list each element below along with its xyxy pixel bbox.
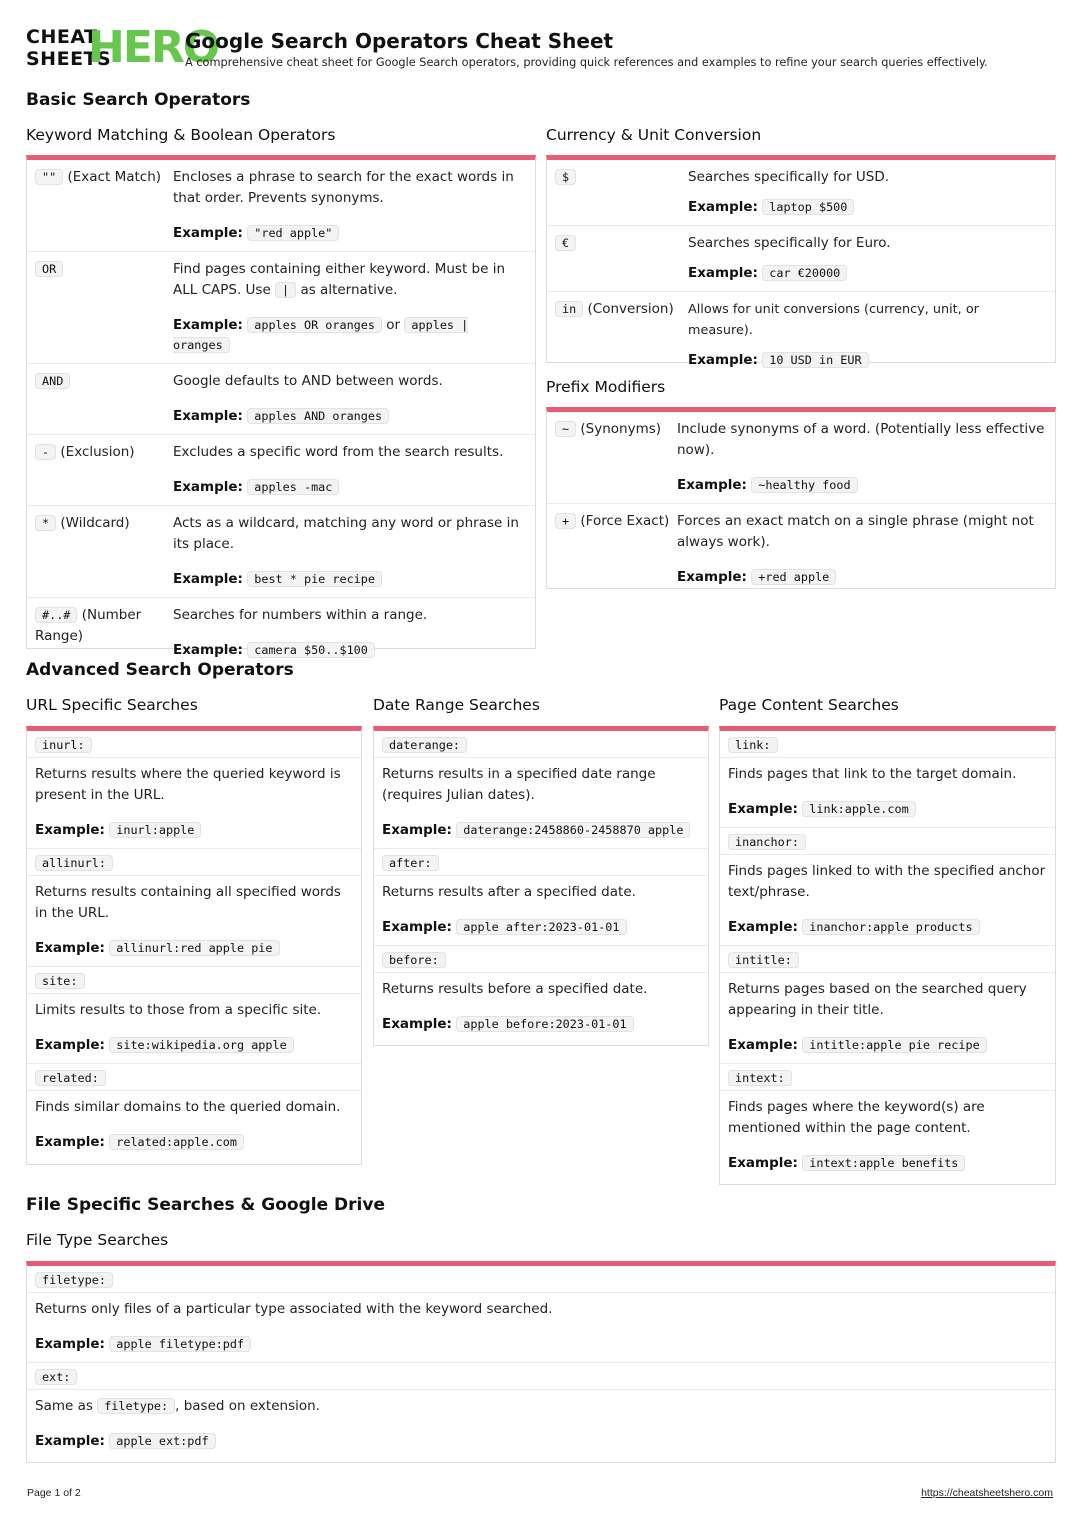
example-label: Example:: [688, 265, 758, 281]
description-row: [720, 973, 1055, 1064]
description-cell: [677, 419, 1047, 495]
example-label: Example:: [35, 1037, 105, 1053]
table-row: [547, 292, 1055, 378]
example-line: [173, 315, 527, 355]
section-title-basic: Basic Search Operators: [26, 90, 251, 110]
example-code: +red apple: [751, 569, 836, 585]
operator-description: Finds pages that link to the target domain.: [728, 766, 1017, 782]
operator-label: (Number Range): [35, 607, 142, 644]
operator-code: "": [35, 169, 63, 185]
example-label: Example:: [35, 1134, 105, 1150]
operator-label: (Force Exact): [580, 513, 670, 529]
inline-code: filetype:: [97, 1398, 175, 1414]
description-cell: [688, 299, 1047, 370]
operator-row: [720, 731, 1055, 758]
operator-code: -: [35, 444, 56, 460]
operator-code: daterange:: [382, 737, 467, 753]
example-code: laptop $500: [762, 199, 854, 215]
example-label: Example:: [382, 919, 452, 935]
operator-code: ~: [555, 421, 576, 437]
example-label: Example:: [677, 569, 747, 585]
operator-label: (Conversion): [587, 301, 674, 317]
section-title-file: File Specific Searches & Google Drive: [26, 1195, 385, 1215]
operator-row: [720, 946, 1055, 973]
operator-description: [35, 1396, 1047, 1417]
example-code: "red apple": [247, 225, 339, 241]
operator-code: inanchor:: [728, 834, 806, 850]
example-label: Example:: [173, 317, 243, 333]
operator-code: before:: [382, 952, 446, 968]
table-row: [27, 506, 535, 598]
example-line: [173, 569, 527, 589]
operator-code: #..#: [35, 607, 77, 623]
example-code: car €20000: [762, 265, 847, 281]
table-row: [27, 364, 535, 435]
example-code: inanchor:apple products: [802, 919, 979, 935]
example-line: [173, 406, 527, 426]
example-label: Example:: [688, 199, 758, 215]
description-cell: [677, 511, 1047, 587]
operator-code: allinurl:: [35, 855, 113, 871]
operator-description: Excludes a specific word from the search results.: [173, 444, 504, 460]
operator-description: Forces an exact match on a single phrase (might not always work).: [677, 513, 1034, 550]
operator-code: link:: [728, 737, 778, 753]
example-label: Example:: [688, 352, 758, 368]
example-code: related:apple.com: [109, 1134, 244, 1150]
operator-cell: [35, 513, 173, 589]
operator-description: Returns results after a specified date.: [382, 884, 636, 900]
example-line: [35, 1035, 353, 1055]
table-row: [27, 598, 535, 668]
example-label: Example:: [382, 1016, 452, 1032]
example-line: [688, 350, 1047, 370]
table-row: [27, 252, 535, 364]
example-label: Example:: [728, 801, 798, 817]
operator-description: Limits results to those from a specific site.: [35, 1002, 322, 1018]
example-line: [728, 917, 1047, 937]
subsection-title-keyword: Keyword Matching & Boolean Operators: [26, 126, 336, 144]
example-code: intext:apple benefits: [802, 1155, 965, 1171]
inline-code: |: [275, 282, 296, 298]
card-file-type: [26, 1261, 1056, 1463]
operator-cell: [555, 233, 688, 283]
example-line: [173, 477, 527, 497]
operator-row: [720, 828, 1055, 855]
example-code: best * pie recipe: [247, 571, 382, 587]
description-cell: [173, 605, 527, 660]
description-cell: [173, 371, 527, 426]
description-row: [27, 1091, 361, 1160]
description-row: [374, 876, 708, 946]
logo-sheets: SHEETS: [26, 48, 112, 70]
description-text: Find pages containing either keyword. Must be in ALL CAPS. Use: [173, 261, 506, 298]
example-label: Example:: [382, 822, 452, 838]
operator-description: Finds similar domains to the queried domain.: [35, 1099, 341, 1115]
operator-code: OR: [35, 261, 63, 277]
description-text: as alternative.: [300, 282, 398, 298]
operator-description: Finds pages where the keyword(s) are mentioned within the page content.: [728, 1099, 985, 1136]
card-prefix-modifiers: [546, 407, 1056, 589]
footer-link[interactable]: https://cheatsheetshero.com: [921, 1487, 1053, 1499]
description-cell: [688, 233, 1047, 283]
section-title-advanced: Advanced Search Operators: [26, 660, 294, 680]
subsection-title-filetype: File Type Searches: [26, 1231, 169, 1249]
example-line: [35, 1334, 1047, 1354]
logo-cheat: CHEAT: [26, 26, 98, 48]
description-row: [374, 758, 708, 849]
subsection-title-currency: Currency & Unit Conversion: [546, 126, 762, 144]
description-row: [27, 1390, 1055, 1459]
operator-description: Returns pages based on the searched query appearing in their title.: [728, 981, 1027, 1018]
operator-code: +: [555, 513, 576, 529]
operator-row: [374, 731, 708, 758]
operator-row: [27, 731, 361, 758]
description-row: [720, 855, 1055, 946]
operator-code: intext:: [728, 1070, 792, 1086]
description-row: [720, 1091, 1055, 1181]
table-row: [547, 226, 1055, 292]
operator-row: [27, 1266, 1055, 1293]
example-line: [728, 1035, 1047, 1055]
example-code: 10 USD in EUR: [762, 352, 868, 368]
operator-row: [27, 1064, 361, 1091]
description-cell: [173, 442, 527, 497]
example-label: Example:: [35, 1336, 105, 1352]
operator-code: €: [555, 235, 576, 251]
example-label: Example:: [173, 571, 243, 587]
table-row: [547, 160, 1055, 226]
example-label: Example:: [35, 1433, 105, 1449]
example-label: Example:: [728, 1155, 798, 1171]
example-code: apples -mac: [247, 479, 339, 495]
example-code: daterange:2458860-2458870 apple: [456, 822, 690, 838]
example-separator: or: [386, 317, 401, 333]
operator-cell: [555, 167, 688, 217]
example-line: [382, 820, 700, 840]
example-label: Example:: [728, 919, 798, 935]
operator-description: Returns results before a specified date.: [382, 981, 648, 997]
example-line: [728, 1153, 1047, 1173]
operator-description: Returns results containing all specified words in the URL.: [35, 884, 341, 921]
card-currency-conversion: [546, 155, 1056, 368]
example-line: [688, 197, 1047, 217]
description-cell: [173, 167, 527, 243]
operator-cell: [35, 371, 173, 426]
description-row: [27, 1293, 1055, 1363]
description-cell: [173, 513, 527, 589]
operator-label: (Exclusion): [60, 444, 135, 460]
description-row: [27, 994, 361, 1064]
page-title: Google Search Operators Cheat Sheet: [185, 29, 614, 53]
example-code: apple filetype:pdf: [109, 1336, 251, 1352]
operator-description: Include synonyms of a word. (Potentially less effective now).: [677, 421, 1045, 458]
operator-description: Encloses a phrase to search for the exact words in that order. Prevents synonyms.: [173, 169, 514, 206]
example-line: [677, 567, 1047, 587]
example-label: Example:: [35, 940, 105, 956]
subsection-title-url: URL Specific Searches: [26, 696, 198, 714]
example-label: Example:: [173, 642, 243, 658]
operator-cell: [35, 605, 173, 660]
page-number: Page 1 of 2: [27, 1487, 81, 1499]
operator-code: in: [555, 301, 583, 317]
example-label: Example:: [173, 408, 243, 424]
operator-row: [374, 849, 708, 876]
card-page-content: [719, 726, 1056, 1185]
operator-description: Returns results where the queried keyword is present in the URL.: [35, 766, 341, 803]
operator-description: Finds pages linked to with the specified anchor text/phrase.: [728, 863, 1046, 900]
operator-code: $: [555, 169, 576, 185]
operator-description: Searches for numbers within a range.: [173, 607, 428, 623]
example-line: [677, 475, 1047, 495]
example-code: apple after:2023-01-01: [456, 919, 626, 935]
example-label: Example:: [35, 822, 105, 838]
example-code: apples AND oranges: [247, 408, 389, 424]
description-row: [27, 876, 361, 967]
operator-description: Allows for unit conversions (currency, unit, or measure).: [688, 302, 979, 338]
logo-hero: HERO: [88, 22, 219, 73]
description-row: [374, 973, 708, 1042]
description-text: Same as: [35, 1398, 93, 1414]
example-line: [382, 917, 700, 937]
operator-description: Acts as a wildcard, matching any word or phrase in its place.: [173, 515, 519, 552]
operator-code: site:: [35, 973, 85, 989]
operator-description: Searches specifically for USD.: [688, 169, 890, 185]
example-line: [688, 263, 1047, 283]
subsection-title-date: Date Range Searches: [373, 696, 540, 714]
operator-cell: [555, 511, 677, 587]
operator-description: [173, 259, 527, 301]
example-label: Example:: [728, 1037, 798, 1053]
operator-cell: [555, 419, 677, 495]
title-block: [185, 28, 988, 69]
table-row: [547, 504, 1055, 595]
description-row: [720, 758, 1055, 828]
operator-code: AND: [35, 373, 70, 389]
operator-code: inurl:: [35, 737, 92, 753]
example-label: Example:: [677, 477, 747, 493]
operator-cell: [35, 442, 173, 497]
subsection-title-prefix: Prefix Modifiers: [546, 378, 666, 396]
operator-description: Returns results in a specified date range (requires Julian dates).: [382, 766, 656, 803]
operator-description: Searches specifically for Euro.: [688, 235, 891, 251]
card-url-searches: [26, 726, 362, 1165]
example-line: [35, 1132, 353, 1152]
example-line: [173, 640, 527, 660]
operator-code: filetype:: [35, 1272, 113, 1288]
operator-label: (Synonyms): [580, 421, 662, 437]
example-line: [382, 1014, 700, 1034]
example-line: [35, 938, 353, 958]
operator-row: [27, 967, 361, 994]
operator-label: (Wildcard): [60, 515, 130, 531]
description-row: [27, 758, 361, 849]
example-line: [35, 820, 353, 840]
operator-code: ext:: [35, 1369, 77, 1385]
description-cell: [688, 167, 1047, 217]
operator-row: [27, 849, 361, 876]
operator-cell: [35, 167, 173, 243]
table-row: [27, 435, 535, 506]
operator-label: (Exact Match): [67, 169, 162, 185]
example-label: Example:: [173, 479, 243, 495]
example-code: site:wikipedia.org apple: [109, 1037, 293, 1053]
operator-row: [27, 1363, 1055, 1390]
example-code: intitle:apple pie recipe: [802, 1037, 986, 1053]
operator-description: Google defaults to AND between words.: [173, 373, 443, 389]
table-row: [547, 412, 1055, 504]
operator-code: intitle:: [728, 952, 799, 968]
description-text: , based on extension.: [175, 1398, 320, 1414]
example-code: apple before:2023-01-01: [456, 1016, 633, 1032]
operator-code: after:: [382, 855, 439, 871]
table-row: [27, 160, 535, 252]
example-code: ~healthy food: [751, 477, 857, 493]
example-code: apples | oranges: [173, 318, 469, 352]
page-subtitle: A comprehensive cheat sheet for Google Search operators, providing quick references and examples to refine your search queries effectively.: [185, 56, 988, 69]
example-code: link:apple.com: [802, 801, 915, 817]
example-code: apples OR oranges: [247, 317, 382, 333]
operator-row: [374, 946, 708, 973]
operator-row: [720, 1064, 1055, 1091]
example-label: Example:: [173, 225, 243, 241]
card-keyword-matching: [26, 155, 536, 658]
example-line: [173, 223, 527, 243]
example-code: camera $50..$100: [247, 642, 375, 658]
operator-cell: [35, 259, 173, 355]
example-line: [728, 799, 1047, 819]
example-code: apple ext:pdf: [109, 1433, 215, 1449]
operator-cell: [555, 299, 688, 370]
example-code: allinurl:red apple pie: [109, 940, 279, 956]
operator-description: Returns only files of a particular type associated with the keyword searched.: [35, 1301, 553, 1317]
subsection-title-content: Page Content Searches: [719, 696, 899, 714]
operator-code: *: [35, 515, 56, 531]
description-cell: [173, 259, 527, 355]
cheatsheetshero-logo[interactable]: [26, 22, 219, 73]
example-code: inurl:apple: [109, 822, 201, 838]
example-line: [35, 1431, 1047, 1451]
card-date-range: [373, 726, 709, 1046]
operator-code: related:: [35, 1070, 106, 1086]
header: [26, 22, 1056, 76]
